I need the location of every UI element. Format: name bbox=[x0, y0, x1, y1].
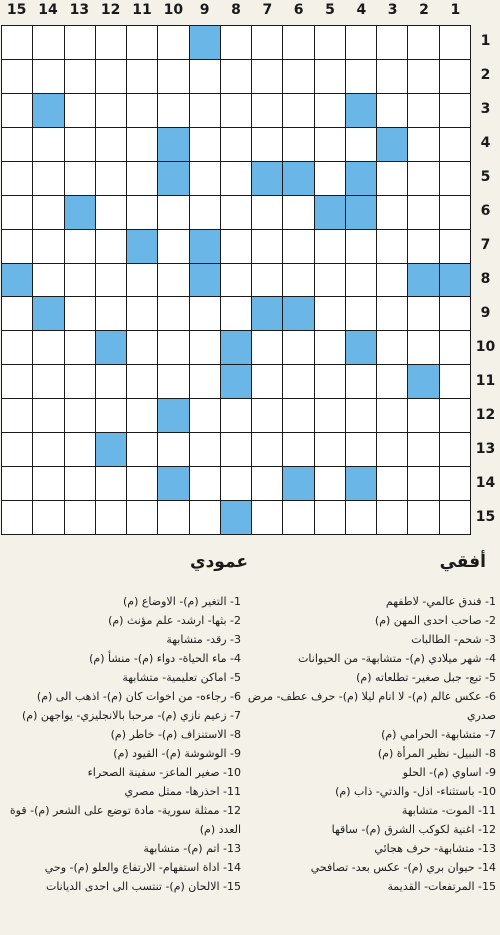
row-number: 8 bbox=[480, 271, 491, 287]
letter-cell[interactable] bbox=[33, 230, 64, 264]
letter-cell[interactable] bbox=[346, 399, 377, 433]
letter-cell[interactable] bbox=[377, 196, 408, 230]
letter-cell[interactable] bbox=[127, 399, 158, 433]
letter-cell[interactable] bbox=[408, 399, 439, 433]
letter-cell[interactable] bbox=[252, 94, 283, 128]
letter-cell[interactable] bbox=[127, 162, 158, 196]
across-clue: 11- الموت- متشابهة bbox=[401, 804, 496, 817]
letter-cell[interactable] bbox=[377, 433, 408, 467]
letter-cell[interactable] bbox=[96, 467, 127, 501]
across-clue: 4- شهر ميلادي (م)- متشابهة- من الحيوانات bbox=[298, 652, 496, 665]
letter-cell[interactable] bbox=[315, 365, 346, 399]
blocked-cell bbox=[283, 162, 314, 196]
letter-cell[interactable] bbox=[96, 365, 127, 399]
letter-cell[interactable] bbox=[2, 331, 33, 365]
letter-cell[interactable] bbox=[252, 128, 283, 162]
letter-cell[interactable] bbox=[2, 230, 33, 264]
column-number: 4 bbox=[356, 2, 367, 18]
letter-cell[interactable] bbox=[190, 60, 221, 94]
letter-cell[interactable] bbox=[408, 230, 439, 264]
blocked-cell bbox=[33, 297, 64, 331]
letter-cell[interactable] bbox=[221, 230, 252, 264]
letter-cell[interactable] bbox=[440, 501, 471, 535]
down-clue: 15- الالحان (م)- تنتسب الى احدى الديانات bbox=[45, 880, 241, 893]
letter-cell[interactable] bbox=[96, 128, 127, 162]
letter-cell[interactable] bbox=[283, 128, 314, 162]
letter-cell[interactable] bbox=[377, 26, 408, 60]
letter-cell[interactable] bbox=[440, 433, 471, 467]
letter-cell[interactable] bbox=[377, 365, 408, 399]
letter-cell[interactable] bbox=[158, 196, 189, 230]
letter-cell[interactable] bbox=[96, 26, 127, 60]
letter-cell[interactable] bbox=[221, 128, 252, 162]
letter-cell[interactable] bbox=[346, 433, 377, 467]
letter-cell[interactable] bbox=[127, 26, 158, 60]
blocked-cell bbox=[96, 433, 127, 467]
down-clue: 12- ممثلة سورية- مادة توضع على الشعر (م)- قوة العدد (م) bbox=[9, 804, 241, 836]
letter-cell[interactable] bbox=[440, 230, 471, 264]
row-number: 11 bbox=[475, 373, 496, 389]
letter-cell[interactable] bbox=[2, 433, 33, 467]
letter-cell[interactable] bbox=[377, 331, 408, 365]
across-clue: 6- عكس عالم (م)- لا انام ليلا (م)- حرف عطف- مرض صدري bbox=[247, 690, 496, 722]
letter-cell[interactable] bbox=[408, 128, 439, 162]
letter-cell[interactable] bbox=[283, 230, 314, 264]
letter-cell[interactable] bbox=[315, 264, 346, 298]
letter-cell[interactable] bbox=[96, 60, 127, 94]
letter-cell[interactable] bbox=[158, 297, 189, 331]
letter-cell[interactable] bbox=[377, 264, 408, 298]
letter-cell[interactable] bbox=[127, 196, 158, 230]
across-heading: أفقي bbox=[439, 552, 486, 572]
across-clue: 14- حيوان بري (م)- عكس بعد- تصافحي bbox=[310, 861, 496, 874]
letter-cell[interactable] bbox=[2, 26, 33, 60]
letter-cell[interactable] bbox=[377, 501, 408, 535]
letter-cell[interactable] bbox=[65, 162, 96, 196]
down-clue: 3- رقد- متشابهة bbox=[166, 633, 241, 646]
letter-cell[interactable] bbox=[221, 26, 252, 60]
letter-cell[interactable] bbox=[346, 60, 377, 94]
row-number: 12 bbox=[475, 407, 496, 423]
letter-cell[interactable] bbox=[127, 365, 158, 399]
blocked-cell bbox=[346, 331, 377, 365]
blocked-cell bbox=[346, 162, 377, 196]
blocked-cell bbox=[96, 331, 127, 365]
down-clue: 4- ماء الحياة- دواء (م)- منشأ (م) bbox=[89, 652, 241, 665]
letter-cell[interactable] bbox=[377, 297, 408, 331]
letter-cell[interactable] bbox=[408, 433, 439, 467]
letter-cell[interactable] bbox=[158, 365, 189, 399]
letter-cell[interactable] bbox=[315, 128, 346, 162]
blocked-cell bbox=[33, 94, 64, 128]
blocked-cell bbox=[158, 399, 189, 433]
blocked-cell bbox=[190, 230, 221, 264]
letter-cell[interactable] bbox=[33, 365, 64, 399]
letter-cell[interactable] bbox=[65, 264, 96, 298]
letter-cell[interactable] bbox=[252, 501, 283, 535]
down-clue: 2- بثها- ارشد- علم مؤنث (م) bbox=[108, 614, 241, 627]
letter-cell[interactable] bbox=[33, 399, 64, 433]
blocked-cell bbox=[2, 264, 33, 298]
letter-cell[interactable] bbox=[346, 230, 377, 264]
letter-cell[interactable] bbox=[190, 501, 221, 535]
column-number: 2 bbox=[419, 2, 429, 18]
across-clue: 13- متشابهة- حرف هجائي bbox=[374, 842, 496, 855]
down-heading: عمودي bbox=[190, 552, 248, 572]
letter-cell[interactable] bbox=[65, 467, 96, 501]
letter-cell[interactable] bbox=[315, 162, 346, 196]
letter-cell[interactable] bbox=[221, 399, 252, 433]
letter-cell[interactable] bbox=[283, 26, 314, 60]
down-clue: 5- اماكن تعليمية- متشابهة bbox=[122, 671, 241, 684]
letter-cell[interactable] bbox=[346, 297, 377, 331]
letter-cell[interactable] bbox=[96, 230, 127, 264]
down-clue: 1- التغير (م)- الاوضاع (م) bbox=[122, 595, 241, 608]
letter-cell[interactable] bbox=[127, 128, 158, 162]
row-number: 15 bbox=[475, 509, 496, 525]
down-clue: 14- اداة استفهام- الارتفاع والعلو (م)- وحي bbox=[44, 861, 241, 874]
letter-cell[interactable] bbox=[408, 60, 439, 94]
letter-cell[interactable] bbox=[33, 162, 64, 196]
letter-cell[interactable] bbox=[96, 196, 127, 230]
across-clue: 15- المرتفعات- القديمة bbox=[387, 880, 496, 893]
letter-cell[interactable] bbox=[440, 60, 471, 94]
letter-cell[interactable] bbox=[408, 196, 439, 230]
column-number: 9 bbox=[199, 2, 210, 18]
letter-cell[interactable] bbox=[2, 365, 33, 399]
letter-cell[interactable] bbox=[127, 501, 158, 535]
letter-cell[interactable] bbox=[440, 196, 471, 230]
letter-cell[interactable] bbox=[221, 433, 252, 467]
down-clue-list bbox=[3, 592, 241, 896]
letter-cell[interactable] bbox=[252, 264, 283, 298]
letter-cell[interactable] bbox=[158, 26, 189, 60]
down-clue: 6- رجاءه- من اخوات كان (م)- اذهب الى (م) bbox=[36, 690, 241, 703]
letter-cell[interactable] bbox=[252, 467, 283, 501]
blocked-cell bbox=[65, 196, 96, 230]
letter-cell[interactable] bbox=[96, 399, 127, 433]
down-clue: 7- زعيم نازي (م)- مرحبا بالانجليزي- يواجهن (م) bbox=[22, 709, 241, 722]
letter-cell[interactable] bbox=[127, 467, 158, 501]
letter-cell[interactable] bbox=[2, 60, 33, 94]
blocked-cell bbox=[158, 467, 189, 501]
letter-cell[interactable] bbox=[440, 365, 471, 399]
down-clue: 9- الوشوشة (م)- القيود (م) bbox=[113, 747, 241, 760]
row-number: 10 bbox=[475, 339, 496, 355]
across-clue: 3- شحم- الطالبات bbox=[411, 633, 496, 646]
letter-cell[interactable] bbox=[158, 433, 189, 467]
letter-cell[interactable] bbox=[377, 399, 408, 433]
blocked-cell bbox=[190, 264, 221, 298]
letter-cell[interactable] bbox=[221, 467, 252, 501]
letter-cell[interactable] bbox=[377, 162, 408, 196]
column-number: 10 bbox=[163, 2, 184, 18]
across-clue-list bbox=[246, 592, 496, 896]
letter-cell[interactable] bbox=[65, 230, 96, 264]
letter-cell[interactable] bbox=[33, 60, 64, 94]
letter-cell[interactable] bbox=[65, 297, 96, 331]
letter-cell[interactable] bbox=[346, 128, 377, 162]
letter-cell[interactable] bbox=[221, 94, 252, 128]
row-number: 2 bbox=[480, 67, 491, 83]
letter-cell[interactable] bbox=[65, 60, 96, 94]
blocked-cell bbox=[158, 128, 189, 162]
letter-cell[interactable] bbox=[252, 399, 283, 433]
letter-cell[interactable] bbox=[33, 26, 64, 60]
across-clue: 9- اساوي (م)- الحلو bbox=[402, 766, 496, 779]
letter-cell[interactable] bbox=[127, 264, 158, 298]
across-clue: 8- النبيل- نظير المرأة (م) bbox=[377, 747, 496, 760]
blocked-cell bbox=[190, 26, 221, 60]
down-clue: 10- صغير الماعز- سفينة الصحراء bbox=[87, 766, 241, 779]
blocked-cell bbox=[315, 196, 346, 230]
letter-cell[interactable] bbox=[408, 94, 439, 128]
letter-cell[interactable] bbox=[221, 60, 252, 94]
letter-cell[interactable] bbox=[252, 433, 283, 467]
letter-cell[interactable] bbox=[65, 433, 96, 467]
letter-cell[interactable] bbox=[408, 26, 439, 60]
letter-cell[interactable] bbox=[252, 331, 283, 365]
blocked-cell bbox=[127, 230, 158, 264]
letter-cell[interactable] bbox=[221, 297, 252, 331]
down-clue: 13- اتم (م)- متشابهة bbox=[143, 842, 241, 855]
letter-cell[interactable] bbox=[221, 162, 252, 196]
letter-cell[interactable] bbox=[252, 230, 283, 264]
column-number: 3 bbox=[387, 2, 398, 18]
letter-cell[interactable] bbox=[65, 26, 96, 60]
letter-cell[interactable] bbox=[377, 94, 408, 128]
row-number: 9 bbox=[480, 305, 491, 321]
column-number: 13 bbox=[69, 2, 90, 18]
letter-cell[interactable] bbox=[2, 501, 33, 535]
letter-cell[interactable] bbox=[158, 230, 189, 264]
letter-cell[interactable] bbox=[190, 196, 221, 230]
letter-cell[interactable] bbox=[33, 196, 64, 230]
letter-cell[interactable] bbox=[440, 26, 471, 60]
letter-cell[interactable] bbox=[127, 331, 158, 365]
letter-cell[interactable] bbox=[252, 196, 283, 230]
letter-cell[interactable] bbox=[440, 399, 471, 433]
letter-cell[interactable] bbox=[96, 297, 127, 331]
letter-cell[interactable] bbox=[252, 60, 283, 94]
letter-cell[interactable] bbox=[440, 162, 471, 196]
letter-cell[interactable] bbox=[283, 365, 314, 399]
letter-cell[interactable] bbox=[2, 467, 33, 501]
row-number: 4 bbox=[480, 135, 491, 151]
letter-cell[interactable] bbox=[283, 433, 314, 467]
letter-cell[interactable] bbox=[315, 501, 346, 535]
letter-cell[interactable] bbox=[346, 264, 377, 298]
blocked-cell bbox=[346, 467, 377, 501]
letter-cell[interactable] bbox=[190, 331, 221, 365]
letter-cell[interactable] bbox=[377, 230, 408, 264]
letter-cell[interactable] bbox=[283, 399, 314, 433]
letter-cell[interactable] bbox=[315, 433, 346, 467]
down-clue: 11- احذرها- ممثل مصري bbox=[124, 785, 241, 798]
letter-cell[interactable] bbox=[2, 196, 33, 230]
letter-cell[interactable] bbox=[440, 467, 471, 501]
letter-cell[interactable] bbox=[65, 399, 96, 433]
letter-cell[interactable] bbox=[65, 128, 96, 162]
letter-cell[interactable] bbox=[283, 501, 314, 535]
letter-cell[interactable] bbox=[33, 501, 64, 535]
letter-cell[interactable] bbox=[65, 365, 96, 399]
letter-cell[interactable] bbox=[158, 501, 189, 535]
across-clue: 5- تبع- جبل صغير- تطلعاته (م) bbox=[356, 671, 496, 684]
column-numbers bbox=[0, 0, 471, 22]
blocked-cell bbox=[221, 501, 252, 535]
blocked-cell bbox=[252, 297, 283, 331]
column-number: 15 bbox=[6, 2, 27, 18]
column-number: 12 bbox=[100, 2, 121, 18]
letter-cell[interactable] bbox=[283, 264, 314, 298]
blocked-cell bbox=[221, 331, 252, 365]
letter-cell[interactable] bbox=[127, 297, 158, 331]
across-clue: 1- فندق عالمي- لاطفهم bbox=[385, 595, 496, 608]
letter-cell[interactable] bbox=[408, 331, 439, 365]
letter-cell[interactable] bbox=[315, 26, 346, 60]
letter-cell[interactable] bbox=[315, 60, 346, 94]
blocked-cell bbox=[283, 467, 314, 501]
letter-cell[interactable] bbox=[440, 297, 471, 331]
letter-cell[interactable] bbox=[408, 162, 439, 196]
blocked-cell bbox=[408, 264, 439, 298]
column-number: 11 bbox=[132, 2, 152, 18]
column-number: 8 bbox=[231, 2, 241, 18]
letter-cell[interactable] bbox=[2, 94, 33, 128]
letter-cell[interactable] bbox=[2, 297, 33, 331]
letter-cell[interactable] bbox=[33, 128, 64, 162]
letter-cell[interactable] bbox=[346, 26, 377, 60]
letter-cell[interactable] bbox=[158, 331, 189, 365]
letter-cell[interactable] bbox=[2, 399, 33, 433]
letter-cell[interactable] bbox=[315, 399, 346, 433]
crossword-grid bbox=[1, 25, 471, 535]
letter-cell[interactable] bbox=[283, 331, 314, 365]
letter-cell[interactable] bbox=[158, 264, 189, 298]
letter-cell[interactable] bbox=[315, 331, 346, 365]
letter-cell[interactable] bbox=[408, 501, 439, 535]
letter-cell[interactable] bbox=[221, 264, 252, 298]
letter-cell[interactable] bbox=[190, 162, 221, 196]
row-number: 13 bbox=[475, 441, 496, 457]
letter-cell[interactable] bbox=[127, 433, 158, 467]
row-number: 14 bbox=[475, 475, 496, 491]
column-number: 7 bbox=[262, 2, 273, 18]
letter-cell[interactable] bbox=[252, 26, 283, 60]
letter-cell[interactable] bbox=[158, 94, 189, 128]
letter-cell[interactable] bbox=[440, 331, 471, 365]
down-clue: 8- الاستنزاف (م)- خاطر (م) bbox=[110, 728, 241, 741]
row-number: 1 bbox=[480, 33, 491, 49]
row-number: 7 bbox=[480, 237, 491, 253]
letter-cell[interactable] bbox=[96, 501, 127, 535]
letter-cell[interactable] bbox=[408, 297, 439, 331]
letter-cell[interactable] bbox=[158, 60, 189, 94]
letter-cell[interactable] bbox=[346, 501, 377, 535]
letter-cell[interactable] bbox=[315, 230, 346, 264]
letter-cell[interactable] bbox=[2, 128, 33, 162]
letter-cell[interactable] bbox=[377, 467, 408, 501]
across-clue: 7- متشابهة- الحرامي (م) bbox=[381, 728, 496, 741]
across-clue: 10- باستثناء- اذل- والدتي- ذاب (م) bbox=[335, 785, 496, 798]
blocked-cell bbox=[377, 128, 408, 162]
letter-cell[interactable] bbox=[33, 467, 64, 501]
letter-cell[interactable] bbox=[96, 264, 127, 298]
letter-cell[interactable] bbox=[96, 94, 127, 128]
letter-cell[interactable] bbox=[315, 297, 346, 331]
letter-cell[interactable] bbox=[190, 467, 221, 501]
blocked-cell bbox=[252, 162, 283, 196]
letter-cell[interactable] bbox=[190, 399, 221, 433]
letter-cell[interactable] bbox=[315, 94, 346, 128]
letter-cell[interactable] bbox=[96, 162, 127, 196]
letter-cell[interactable] bbox=[33, 264, 64, 298]
row-number: 3 bbox=[480, 101, 491, 117]
letter-cell[interactable] bbox=[346, 365, 377, 399]
letter-cell[interactable] bbox=[252, 365, 283, 399]
blocked-cell bbox=[283, 297, 314, 331]
letter-cell[interactable] bbox=[33, 331, 64, 365]
column-number: 14 bbox=[38, 2, 58, 18]
letter-cell[interactable] bbox=[127, 94, 158, 128]
letter-cell[interactable] bbox=[127, 60, 158, 94]
column-number: 1 bbox=[450, 2, 461, 18]
letter-cell[interactable] bbox=[65, 501, 96, 535]
letter-cell[interactable] bbox=[377, 60, 408, 94]
letter-cell[interactable] bbox=[190, 433, 221, 467]
blocked-cell bbox=[158, 162, 189, 196]
row-number: 5 bbox=[480, 169, 491, 185]
column-number: 6 bbox=[293, 2, 304, 18]
blocked-cell bbox=[408, 365, 439, 399]
letter-cell[interactable] bbox=[315, 467, 346, 501]
blocked-cell bbox=[440, 264, 471, 298]
letter-cell[interactable] bbox=[2, 162, 33, 196]
letter-cell[interactable] bbox=[440, 94, 471, 128]
row-number: 6 bbox=[480, 203, 491, 219]
letter-cell[interactable] bbox=[190, 297, 221, 331]
row-numbers bbox=[471, 25, 500, 535]
letter-cell[interactable] bbox=[190, 365, 221, 399]
letter-cell[interactable] bbox=[33, 433, 64, 467]
letter-cell[interactable] bbox=[221, 196, 252, 230]
across-clue: 2- صاحب احدى المهن (م) bbox=[374, 614, 496, 627]
letter-cell[interactable] bbox=[190, 94, 221, 128]
blocked-cell bbox=[346, 94, 377, 128]
letter-cell[interactable] bbox=[283, 94, 314, 128]
letter-cell[interactable] bbox=[283, 196, 314, 230]
letter-cell[interactable] bbox=[190, 128, 221, 162]
across-clue: 12- اغنية لكوكب الشرق (م)- ساقها bbox=[331, 823, 496, 836]
letter-cell[interactable] bbox=[65, 94, 96, 128]
letter-cell[interactable] bbox=[440, 128, 471, 162]
blocked-cell bbox=[346, 196, 377, 230]
blocked-cell bbox=[221, 365, 252, 399]
letter-cell[interactable] bbox=[65, 331, 96, 365]
letter-cell[interactable] bbox=[283, 60, 314, 94]
column-number: 5 bbox=[325, 2, 335, 18]
letter-cell[interactable] bbox=[408, 467, 439, 501]
